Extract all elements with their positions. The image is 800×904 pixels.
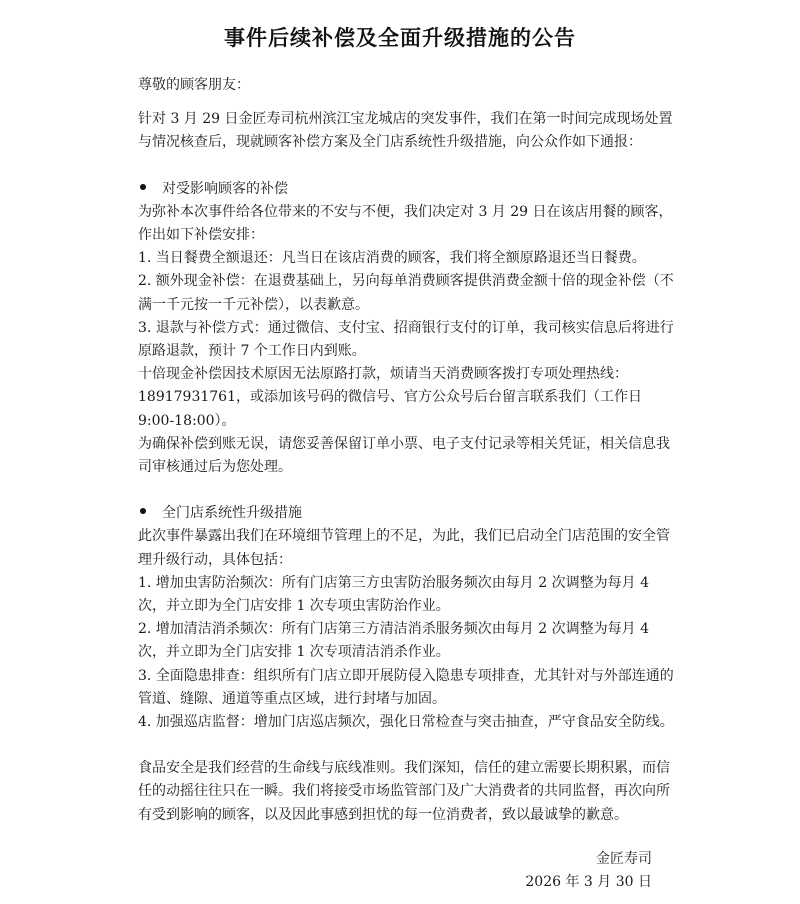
hotline-post: ，或添加该号码的微信号、官方公众号后台留言联系我们（工作日 9:00-18:00）。 xyxy=(138,389,642,429)
section2-lead: 此次事件暴露出我们在环境细节管理上的不足，为此，我们已启动全门店范围的安全管理升级行动，具体包括： xyxy=(138,528,670,568)
bullet-icon xyxy=(140,508,146,514)
bullet-icon xyxy=(140,184,146,190)
section1-heading: 对受影响顾客的补偿 xyxy=(162,180,288,197)
section-heading-compensation xyxy=(138,178,676,201)
upgrade-item: 1. 增加虫害防治频次：所有门店第三方虫害防治服务频次由每月 2 次调整为每月 4 次，并立即为全门店安排 1 次专项虫害防治作业。 xyxy=(138,574,649,615)
section2-heading: 全门店系统性升级措施 xyxy=(162,505,302,522)
upgrade-item: 4. 加强巡店监督：增加门店巡店频次，强化日常检查与突击抽查，严守食品安全防线。 xyxy=(138,714,674,731)
compensation-item: 3. 退款与补偿方式：通过微信、支付宝、招商银行支付的订单，我司核实信息后将进行原路退款，预计 7 个工作日内到账。 xyxy=(138,319,674,360)
hotline-number: 18917931761 xyxy=(138,389,236,406)
upgrade-item: 3. 全面隐患排查：组织所有门店立即开展防侵入隐患专项排查，尤其针对与外部连通的管道、缝隙、通道等重点区域，进行封堵与加固。 xyxy=(138,667,674,707)
document-body xyxy=(138,74,676,827)
section1-lead: 为弥补本次事件给各位带来的不安与不便，我们决定对 3 月 29 日在该店用餐的顾客，作出如下补偿安排： xyxy=(138,203,673,244)
compensation-item: 1. 当日餐费全额退还：凡当日在该店消费的顾客，我们将全额原路退还当日餐费。 xyxy=(138,250,646,267)
intro-paragraph: 针对 3 月 29 日金匠寿司杭州滨江宝龙城店的突发事件，我们在第一时间完成现场处置与情况核查后，现就顾客补偿方案及全门店系统性升级措施，向公众作如下通报： xyxy=(138,111,673,151)
compensation-item: 2. 额外现金补偿：在退费基础上，另向每单消费顾客提供消费金额十倍的现金补偿（不满一千元按一千元补偿），以表歉意。 xyxy=(138,273,674,313)
salutation: 尊敬的顾客朋友： xyxy=(138,77,250,93)
section1-note: 为确保补偿到账无误，请您妥善保留订单小票、电子支付记录等相关凭证，相关信息我司审核通过后为您处理。 xyxy=(138,435,670,476)
document-title: 事件后续补偿及全面升级措施的公告 xyxy=(224,26,576,50)
signature-company: 金匠寿司 xyxy=(596,851,652,867)
hotline-pre: 十倍现金补偿因技术原因无法原路打款，烦请当天消费顾客拨打专项处理热线： xyxy=(138,366,628,383)
section-heading-upgrade xyxy=(138,502,676,525)
closing-paragraph: 食品安全是我们经营的生命线与底线准则。我们深知，信任的建立需要长期积累，而信任的动摇往往只在一瞬。我们将接受市场监管部门及广大消费者的共同监督，再次向所有受到影响的顾客，以及因此事感到担忧的每一位消费者，致以最诚挚的歉意。 xyxy=(138,760,670,823)
signature-date: 2026 年 3 月 30 日 xyxy=(525,874,652,890)
signature-block xyxy=(525,848,652,894)
upgrade-item: 2. 增加清洁消杀频次：所有门店第三方清洁消杀服务频次由每月 2 次调整为每月 4 次，并立即为全门店安排 1 次专项清洁消杀作业。 xyxy=(138,621,649,661)
hotline-paragraph xyxy=(138,363,676,433)
